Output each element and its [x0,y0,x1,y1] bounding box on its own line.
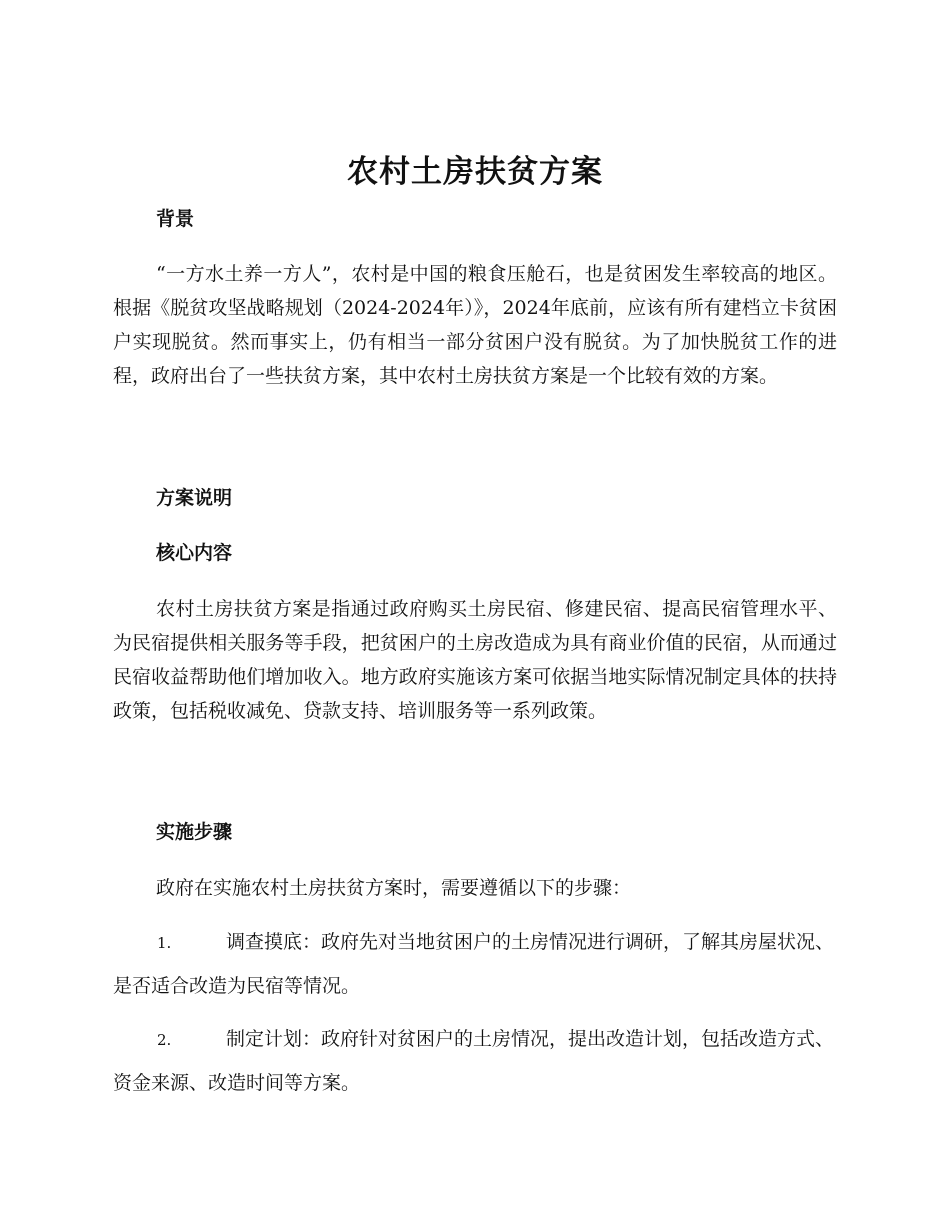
steps-intro: 政府在实施农村土房扶贫方案时，需要遵循以下的步骤： [156,877,632,899]
section-heading-steps: 实施步骤 [156,821,233,843]
list-item-number: 1. [157,934,172,952]
core-paragraph: 农村土房扶贫方案是指通过政府购买土房民宿、修建民宿、提高民宿管理水平、为民宿提供相关服务等手段，把贫困户的土房改造成为具有商业价值的民宿，从而通过民宿收益帮助他们增加收入。地方政府实施该方案可依据当地实际情况制定具体的扶持政策，包括税收减免、贷款支持、培训服务等一系列政策。 [113,598,837,722]
background-paragraph: “一方水土养一方人”，农村是中国的粮食压舱石，也是贫困发生率较高的地区。根据《脱贫攻坚战略规划（2024-2024年）》，2024年底前，应该有所有建档立卡贫困户实现脱贫。然而事实上，仍有相当一部分贫困户没有脱贫。为了加快脱贫工作的进程，政府出台了一些扶贫方案，其中农村土房扶贫方案是一个比较有效的方案。 [113,263,837,387]
section-heading-background: 背景 [156,208,195,230]
list-item [113,1018,837,1105]
list-item-text: 调查摸底：政府先对当地贫困户的土房情况进行调研，了解其房屋状况、是否适合改造为民宿等情况。 [113,931,835,997]
list-item-number: 2. [157,1031,172,1049]
document-title: 农村土房扶贫方案 [347,154,603,190]
list-item [113,921,837,1008]
list-item-text: 制定计划：政府针对贫困户的土房情况，提出改造计划，包括改造方式、资金来源、改造时间等方案。 [113,1028,835,1094]
section-heading-core: 核心内容 [156,542,233,564]
section-heading-plan: 方案说明 [156,487,233,509]
